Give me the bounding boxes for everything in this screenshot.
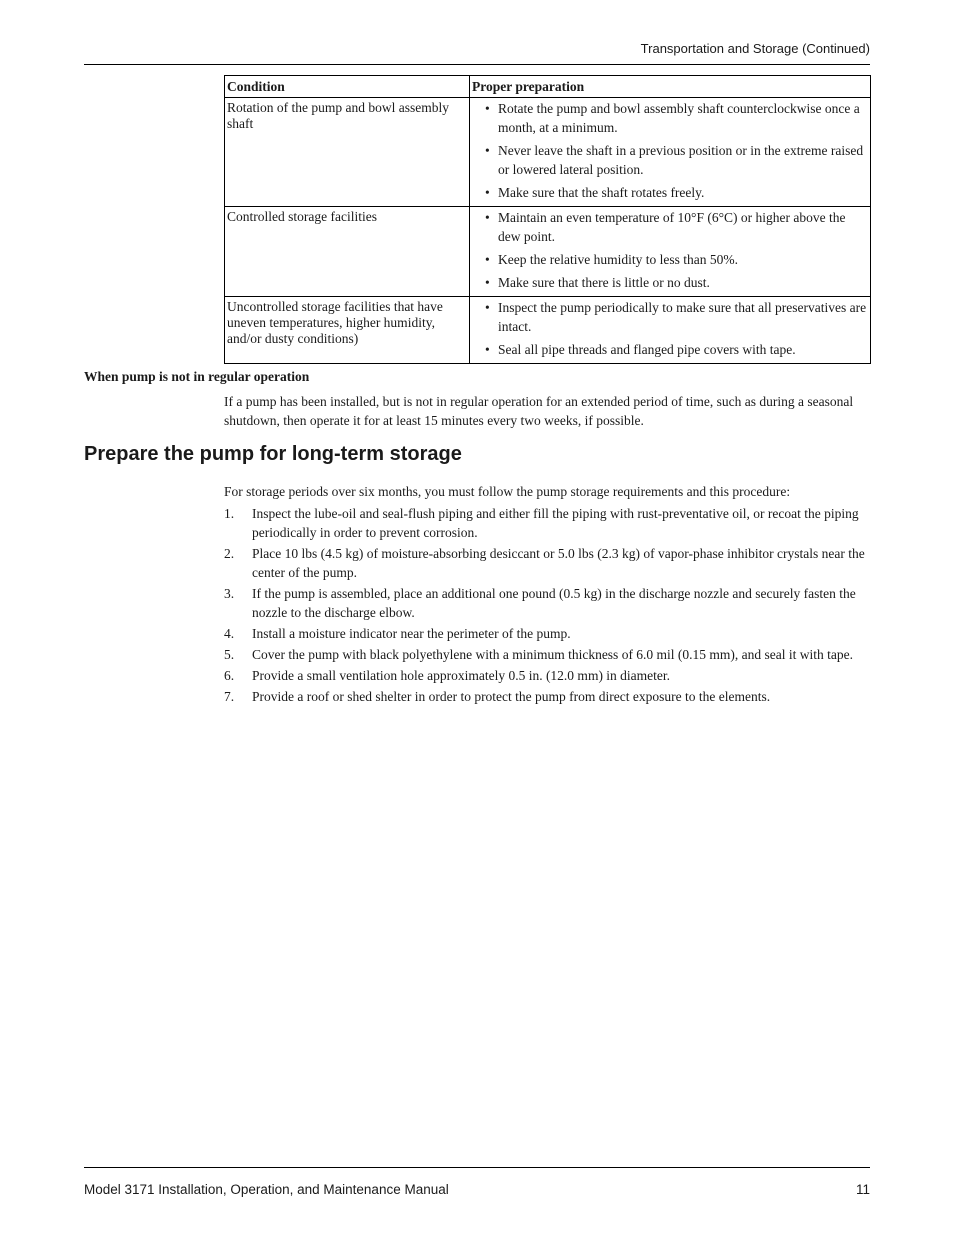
footer-manual-title: Model 3171 Installation, Operation, and Maintenance Manual [84,1182,449,1197]
list-item [472,298,868,336]
step-text: If the pump is assembled, place an additional one pound (0.5 kg) in the discharge nozzle and securely fasten the nozzle to the discharge elbow. [252,586,856,620]
list-item-text: Inspect the pump periodically to make sure that all preservatives are intact. [498,299,867,334]
step-number: 1. [224,506,235,521]
bullet-icon: • [485,251,490,267]
regular-operation-heading: When pump is not in regular operation [84,369,310,384]
step-number: 6. [224,668,235,683]
condition-cell: Controlled storage facilities [225,206,470,296]
step-text: Install a moisture indicator near the perimeter of the pump. [252,626,571,641]
preparation-cell [470,296,871,363]
step-number: 5. [224,647,235,662]
list-item [472,250,868,269]
procedure-step [224,624,870,643]
preparation-list [472,298,868,359]
list-item-text: Make sure that there is little or no dust. [498,274,710,290]
step-number: 7. [224,689,235,704]
bullet-icon: • [485,341,490,357]
procedure-steps [224,504,870,708]
bullet-icon: • [485,209,490,225]
table-header-row [225,76,871,98]
procedure-step [224,645,870,664]
table-row [225,97,871,206]
preparation-list [472,208,868,292]
table-row [225,296,871,363]
header-divider [84,64,870,65]
step-text: Inspect the lube-oil and seal-flush piping and either fill the piping with rust-preventative oil, or recoat the piping periodically in order to prevent corrosion. [252,506,859,540]
list-item [472,183,868,202]
bullet-icon: • [485,299,490,315]
long-term-intro-paragraph: For storage periods over six months, you must follow the pump storage requirements and this procedure: [224,484,791,499]
section-title: Prepare the pump for long-term storage [84,443,462,465]
list-item-text: Rotate the pump and bowl assembly shaft counterclockwise once a month, at a minimum. [498,100,860,135]
page-number: 11 [855,1182,870,1197]
column-header-preparation: Proper preparation [470,76,871,98]
list-item-text: Maintain an even temperature of 10°F (6°C) or higher above the dew point. [498,209,846,244]
bullet-icon: • [485,142,490,158]
step-text: Place 10 lbs (4.5 kg) of moisture-absorbing desiccant or 5.0 lbs (2.3 kg) of vapor-phase inhibitor crystals near the center of the pump. [252,546,865,580]
storage-conditions-table [224,75,871,364]
list-item [472,340,868,359]
list-item-text: Seal all pipe threads and flanged pipe covers with tape. [498,341,796,357]
procedure-step [224,504,870,542]
procedure-step [224,544,870,582]
procedure-step [224,687,870,706]
column-header-condition: Condition [225,76,470,98]
bullet-icon: • [485,184,490,200]
running-header: Transportation and Storage (Continued) [640,41,870,56]
condition-cell: Uncontrolled storage facilities that have uneven temperatures, higher humidity, and/or dusty conditions) [225,296,470,363]
procedure-step [224,666,870,685]
list-item [472,141,868,179]
procedure-step [224,584,870,622]
step-number: 2. [224,546,235,561]
preparation-cell [470,97,871,206]
preparation-cell [470,206,871,296]
table-row [225,206,871,296]
footer-divider [84,1167,870,1168]
step-number: 4. [224,626,235,641]
list-item-text: Keep the relative humidity to less than 50%. [498,251,738,267]
step-text: Cover the pump with black polyethylene with a minimum thickness of 6.0 mil (0.15 mm), and seal it with tape. [252,647,854,662]
step-text: Provide a roof or shed shelter in order to protect the pump from direct exposure to the elements. [252,689,771,704]
regular-operation-paragraph: If a pump has been installed, but is not in regular operation for an extended period of time, such as during a seasonal shutdown, then operate it for at least 15 minutes every two weeks, if possible. [224,394,854,428]
step-text: Provide a small ventilation hole approximately 0.5 in. (12.0 mm) in diameter. [252,668,671,683]
bullet-icon: • [485,100,490,116]
list-item [472,99,868,137]
list-item-text: Make sure that the shaft rotates freely. [498,184,705,200]
condition-cell: Rotation of the pump and bowl assembly shaft [225,97,470,206]
list-item-text: Never leave the shaft in a previous position or in the extreme raised or lowered lateral position. [498,142,864,177]
preparation-list [472,99,868,202]
bullet-icon: • [485,274,490,290]
step-number: 3. [224,586,235,601]
list-item [472,273,868,292]
list-item [472,208,868,246]
